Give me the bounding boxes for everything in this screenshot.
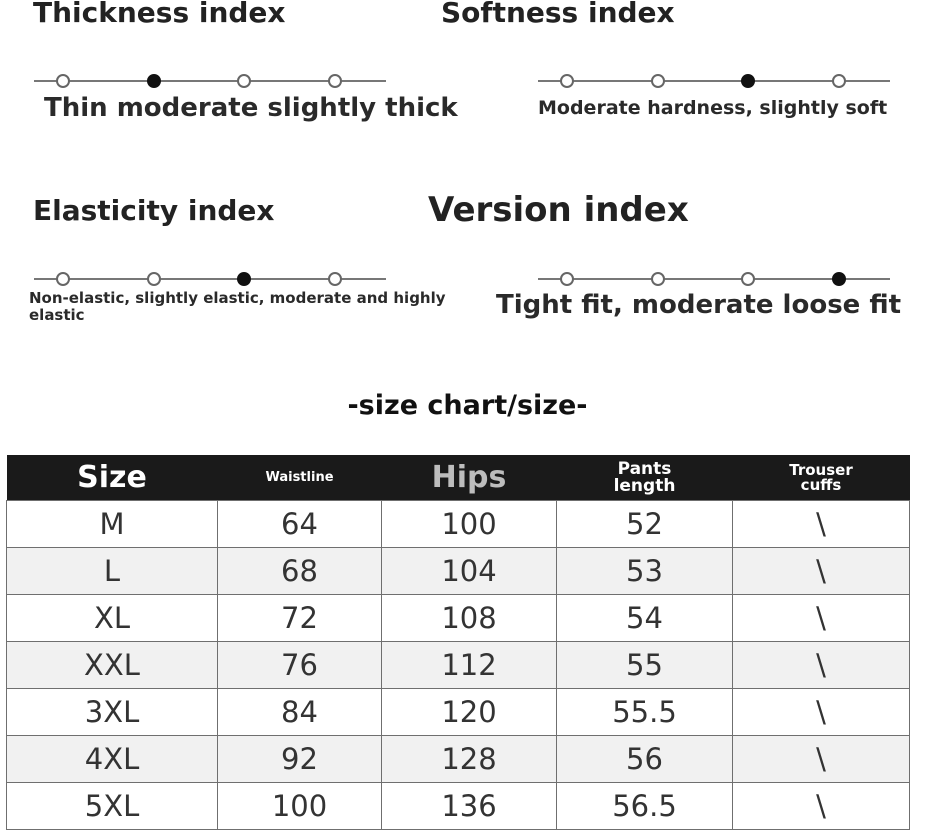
scale-dot-selected — [741, 74, 755, 88]
cell-hips: 128 — [382, 736, 557, 783]
cell-hips: 108 — [382, 595, 557, 642]
softness-index-title: Softness index — [441, 0, 675, 29]
cell-size: XL — [7, 595, 218, 642]
cell-size: M — [7, 501, 218, 548]
cell-pants-length: 56.5 — [557, 783, 733, 830]
scale-dot — [147, 272, 161, 286]
cell-trouser-cuffs: \ — [733, 736, 910, 783]
cell-pants-length: 52 — [557, 501, 733, 548]
scale-dot-selected — [832, 272, 846, 286]
elasticity-index-description: Non-elastic, slightly elastic, moderate and highly elastic — [29, 289, 446, 324]
cell-trouser-cuffs: \ — [733, 595, 910, 642]
softness-index-description: Moderate hardness, slightly soft — [538, 97, 888, 119]
version-index-description: Tight fit, moderate loose fit — [496, 290, 902, 320]
table-row — [7, 736, 910, 783]
thickness-index-description: Thin moderate slightly thick — [44, 93, 458, 123]
cell-waistline: 92 — [218, 736, 382, 783]
cell-pants-length: 54 — [557, 595, 733, 642]
scale-dot — [56, 272, 70, 286]
header-size: Size — [7, 455, 218, 501]
table-row — [7, 642, 910, 689]
header-pants-length-label: Pants length — [613, 458, 676, 496]
scale-dot — [832, 74, 846, 88]
cell-size: 5XL — [7, 783, 218, 830]
scale-dot-selected — [147, 74, 161, 88]
cell-pants-length: 56 — [557, 736, 733, 783]
cell-waistline: 100 — [218, 783, 382, 830]
scale-dot — [328, 272, 342, 286]
version-index-scale — [538, 271, 890, 287]
cell-trouser-cuffs: \ — [733, 501, 910, 548]
scale-dot — [560, 272, 574, 286]
cell-trouser-cuffs: \ — [733, 642, 910, 689]
thickness-index-title: Thickness index — [33, 0, 286, 29]
cell-hips: 100 — [382, 501, 557, 548]
header-pants-length — [557, 455, 733, 501]
elasticity-index-title: Elasticity index — [33, 194, 275, 227]
cell-trouser-cuffs: \ — [733, 548, 910, 595]
size-chart-heading: -size chart/size- — [347, 390, 588, 421]
scale-dot — [56, 74, 70, 88]
scale-dot — [237, 74, 251, 88]
table-row — [7, 501, 910, 548]
cell-hips: 112 — [382, 642, 557, 689]
header-waistline: Waistline — [218, 455, 382, 501]
scale-dot — [741, 272, 755, 286]
cell-size: 4XL — [7, 736, 218, 783]
table-row — [7, 548, 910, 595]
size-chart-table — [6, 455, 910, 830]
cell-waistline: 64 — [218, 501, 382, 548]
cell-hips: 136 — [382, 783, 557, 830]
size-table-body — [7, 501, 910, 830]
cell-waistline: 76 — [218, 642, 382, 689]
cell-hips: 120 — [382, 689, 557, 736]
thickness-index-scale — [34, 73, 386, 89]
table-row — [7, 783, 910, 830]
cell-trouser-cuffs: \ — [733, 783, 910, 830]
cell-pants-length: 55 — [557, 642, 733, 689]
cell-waistline: 72 — [218, 595, 382, 642]
table-row — [7, 595, 910, 642]
cell-size: L — [7, 548, 218, 595]
cell-pants-length: 53 — [557, 548, 733, 595]
table-row — [7, 689, 910, 736]
cell-size: 3XL — [7, 689, 218, 736]
header-hips: Hips — [382, 455, 557, 501]
cell-waistline: 84 — [218, 689, 382, 736]
softness-index-scale — [538, 73, 890, 89]
scale-dot-selected — [237, 272, 251, 286]
header-trouser-cuffs — [733, 455, 910, 501]
cell-size: XXL — [7, 642, 218, 689]
scale-dot — [560, 74, 574, 88]
cell-waistline: 68 — [218, 548, 382, 595]
cell-hips: 104 — [382, 548, 557, 595]
scale-dot — [651, 74, 665, 88]
scale-dot — [651, 272, 665, 286]
cell-pants-length: 55.5 — [557, 689, 733, 736]
header-trouser-cuffs-label: Trouser cuffs — [789, 460, 853, 494]
scale-dot — [328, 74, 342, 88]
cell-trouser-cuffs: \ — [733, 689, 910, 736]
elasticity-index-scale — [34, 271, 386, 287]
table-header-row — [7, 455, 910, 501]
version-index-title: Version index — [428, 190, 689, 230]
